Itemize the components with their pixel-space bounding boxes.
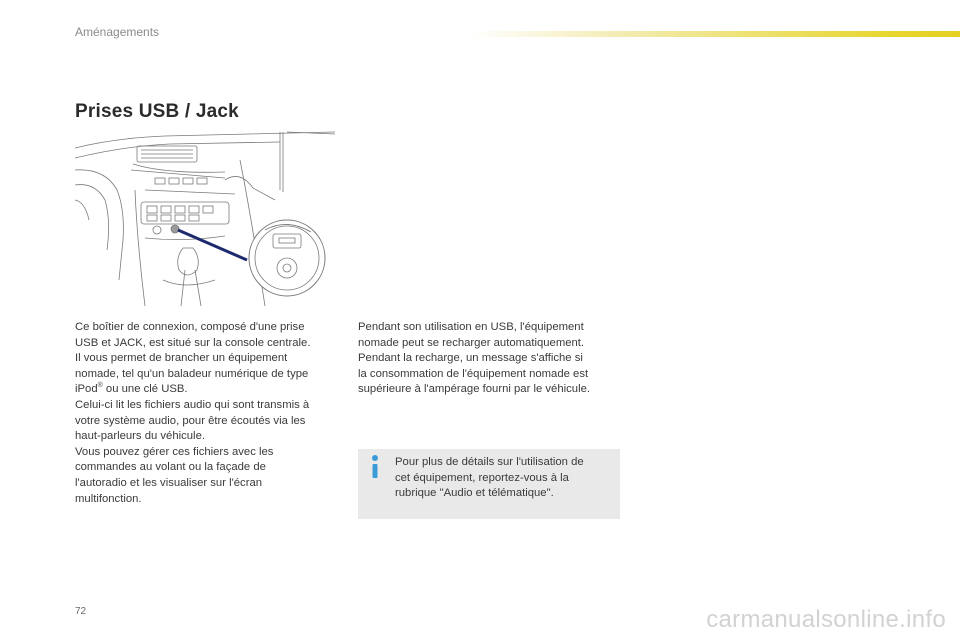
text-line: Il vous permet de brancher un équipement <box>75 352 288 365</box>
header-section-title: Aménagements <box>75 25 160 39</box>
info-text <box>395 455 610 502</box>
usb-description <box>75 320 345 507</box>
text-line: la consommation de l'équipement nomade est <box>358 367 589 380</box>
header-accent-bar <box>470 31 960 37</box>
info-box <box>358 449 620 519</box>
text-line: votre système audio, pour être écoutés via les <box>75 414 306 427</box>
text-line: Ce boîtier de connexion, composé d'une prise <box>75 321 305 333</box>
text-line: commandes au volant ou la façade de <box>75 461 266 474</box>
text-line: multifonction. <box>75 492 142 505</box>
watermark: carmanualsonline.info <box>706 606 946 633</box>
text-line: rubrique "Audio et télématique". <box>395 487 554 500</box>
section-title: Prises USB / Jack <box>75 101 239 122</box>
text-line: nomade peut se recharger automatiquement. <box>358 336 585 349</box>
ipod-text: iPod <box>75 383 98 396</box>
text-line: nomade, tel qu'un baladeur numérique de type <box>75 367 309 380</box>
page-number: 72 <box>75 606 87 617</box>
usb-jack-illustration <box>75 130 337 306</box>
registered-mark: ® <box>97 382 103 390</box>
text-line: l'autoradio et les visualiser sur l'écran <box>75 476 263 489</box>
charging-description <box>358 320 628 398</box>
text-line: USB et JACK, est situé sur la console centrale. <box>75 336 311 349</box>
text-line: Celui-ci lit les fichiers audio qui sont transmis à <box>75 398 310 411</box>
text-line: Pour plus de détails sur l'utilisation de <box>395 456 584 468</box>
text-line: Pendant la recharge, un message s'affiche si <box>358 352 583 365</box>
text-line: cet équipement, reportez-vous à la <box>395 471 569 484</box>
text-line: Vous pouvez gérer ces fichiers avec les <box>75 445 274 458</box>
text-line: supérieure à l'ampérage fourni par le véhicule. <box>358 383 590 396</box>
info-icon <box>368 454 382 480</box>
text-line: Pendant son utilisation en USB, l'équipement <box>358 321 584 333</box>
text-line: haut-parleurs du véhicule. <box>75 430 205 443</box>
text-line <box>75 382 345 398</box>
text-fragment: ou une clé USB. <box>102 383 188 396</box>
